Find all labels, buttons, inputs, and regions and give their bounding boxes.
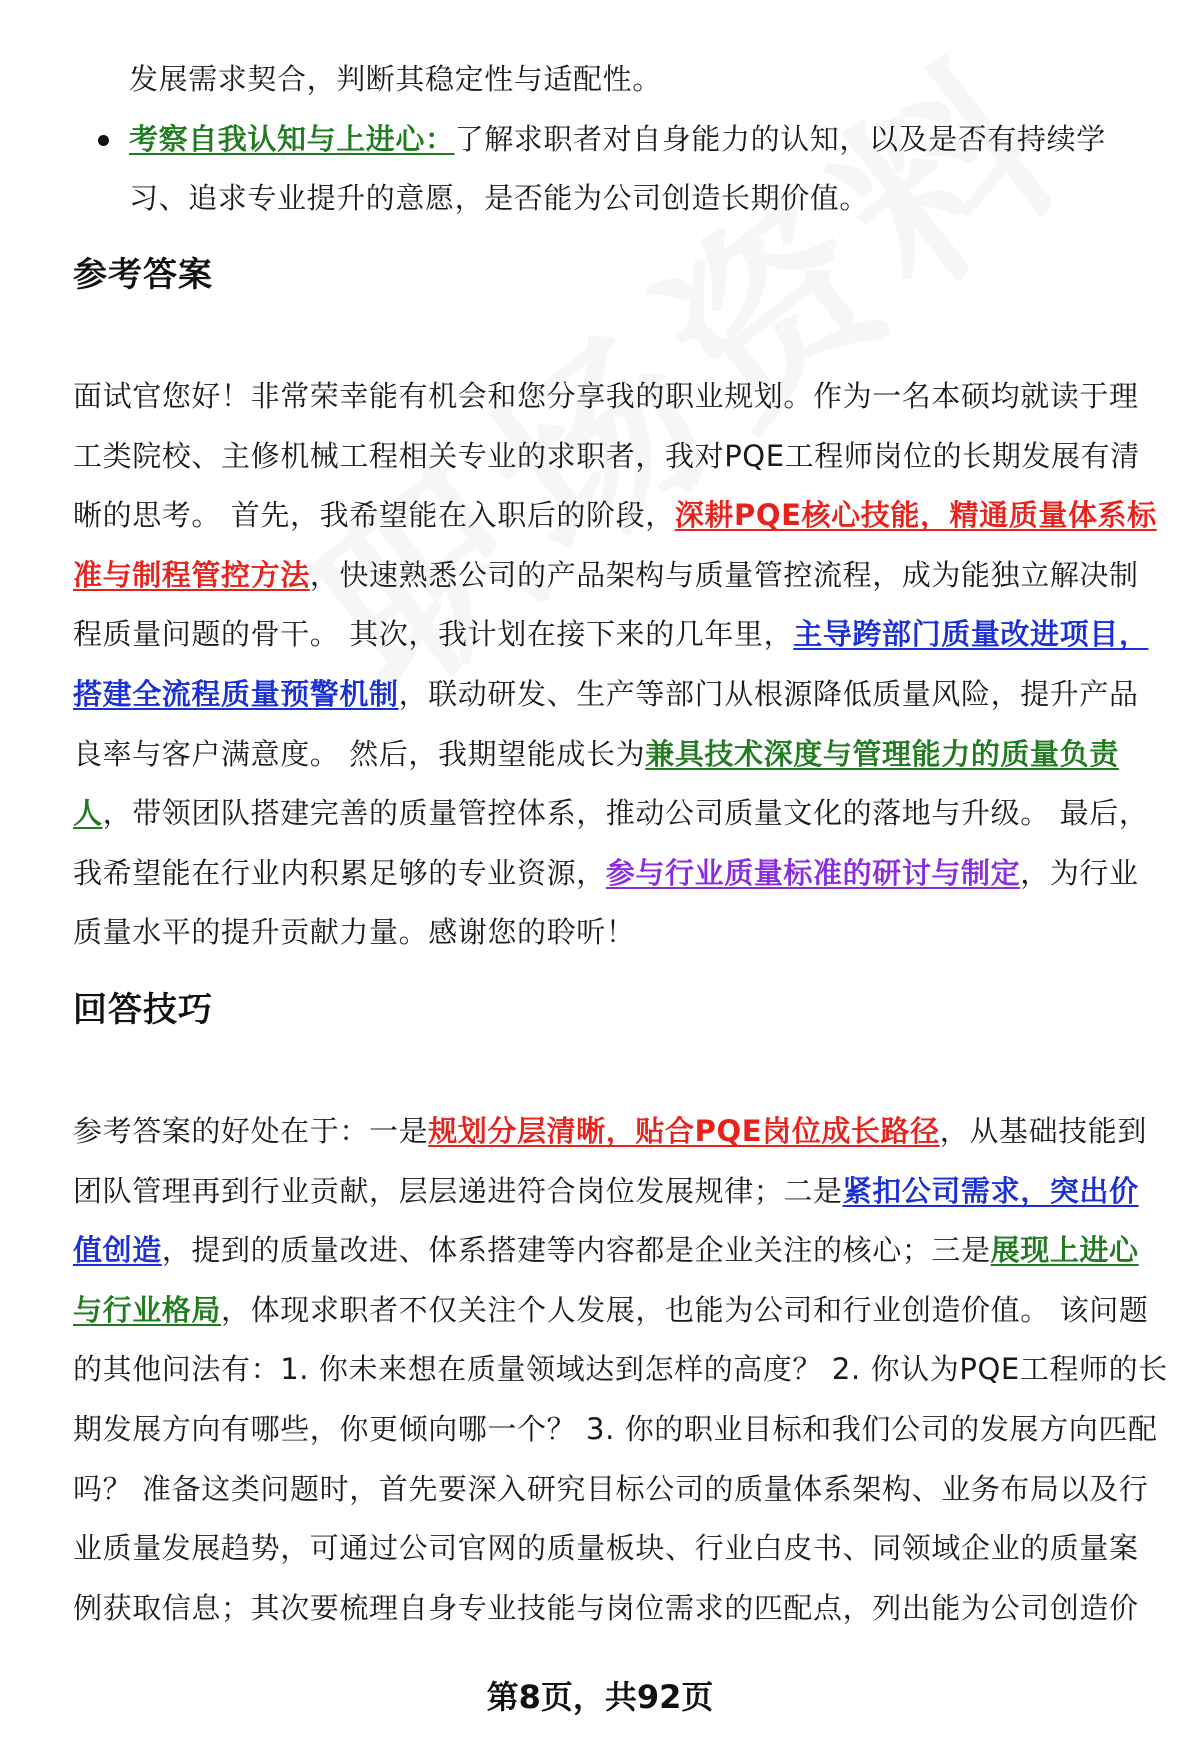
highlight-red: 规划分层清晰，贴合PQE岗位成长路径 [428,1114,940,1148]
tips-paragraph [73,1102,1168,1638]
paragraph-line [73,725,1153,785]
text-span: 晰的思考。 首先，我希望能在入职后的阶段， [73,498,675,533]
highlight-red: 准与制程管控方法 [73,557,310,592]
text-span: ，快速熟悉公司的产品架构与质量管控流程，成为能独立解决制 [309,557,1139,592]
paragraph-line: 例获取信息；其次要梳理自身专业技能与岗位需求的匹配点，列出能为公司创造价 [73,1590,1139,1625]
text-span: ，带领团队搭建完善的质量管控体系，推动公司质量文化的落地与升级。 最后， [102,796,1149,831]
paragraph-line [73,1281,1153,1341]
paragraph-line [73,546,1153,606]
paragraph-line: 工类院校、主修机械工程相关专业的求职者，我对PQE工程师岗位的长期发展有清 [73,438,1140,473]
paragraph-line: 业质量发展趋势，可通过公司官网的质量板块、行业白皮书、同领域企业的质量案 [73,1531,1139,1566]
text-span: ，体现求职者不仅关注个人发展，也能为公司和行业创造价值。 该问题 [221,1292,1149,1327]
highlight-blue: 主导跨部门质量改进项目， [793,617,1149,652]
paragraph-line [73,110,1153,170]
highlight-red: 深耕PQE核心技能，精通质量体系标 [674,498,1157,533]
bullet-item [73,110,1153,229]
paragraph-line [73,844,1153,904]
paragraph-line: 的其他问法有：1. 你未来想在质量领域达到怎样的高度？ 2. 你认为PQE工程师的长 [73,1352,1168,1387]
paragraph-line [73,784,1153,844]
highlight-green: 展现上进心 [990,1233,1139,1268]
text-span: 良率与客户满意度。 然后，我期望能成长为 [73,736,646,771]
highlight-blue: 值创造 [73,1233,162,1268]
paragraph-line [73,1221,1153,1281]
paragraph-line: 面试官您好！非常荣幸能有机会和您分享我的职业规划。作为一名本硕均就读于理 [73,379,1139,413]
text-span: 程质量问题的骨干。 其次，我计划在接下来的几年里， [73,617,794,652]
intro-continuation [73,50,1153,229]
text-span: ，为行业 [1020,855,1139,890]
text-span: 参考答案的好处在于：一是 [73,1114,429,1148]
text-span: ，提到的质量改进、体系搭建等内容都是企业关注的核心；三是 [161,1233,991,1268]
paragraph-line: 质量水平的提升贡献力量。感谢您的聆听！ [73,915,636,950]
text-span: ，联动研发、生产等部门从根源降低质量风险，提升产品 [398,676,1139,711]
paragraph-line [73,665,1153,725]
highlight-purple: 参与行业质量标准的研讨与制定 [605,855,1021,890]
text-span: ，从基础技能到 [939,1114,1147,1148]
highlight-blue: 搭建全流程质量预警机制 [73,676,399,711]
paragraph-line [73,605,1153,665]
page-number: 第8页，共92页 [486,1678,714,1716]
text-span: 团队管理再到行业贡献，层层递进符合岗位发展规律；二是 [73,1173,843,1208]
section-heading-answer: 参考答案 [73,255,213,295]
text-span: 我希望能在行业内积累足够的专业资源， [73,855,606,890]
highlight-green: 考察自我认知与上进心： [129,121,455,156]
paragraph-line: 习、追求专业提升的意愿，是否能为公司创造长期价值。 [129,181,870,216]
answer-paragraph [73,367,1157,963]
paragraph-line [73,486,1157,546]
text-span: 了解求职者对自身能力的认知，以及是否有持续学 [454,121,1106,156]
highlight-green: 人 [73,796,103,831]
highlight-blue: 紧扣公司需求，突出价 [842,1173,1139,1208]
section-heading-tips: 回答技巧 [73,990,213,1030]
highlight-green: 兼具技术深度与管理能力的质量负责 [645,736,1119,771]
highlight-green: 与行业格局 [73,1292,222,1327]
paragraph-line: 发展需求契合，判断其稳定性与适配性。 [129,62,662,96]
paragraph-line: 期发展方向有哪些，你更倾向哪一个？ 3. 你的职业目标和我们公司的发展方向匹配 [73,1411,1158,1446]
paragraph-line: 吗？ 准备这类问题时，首先要深入研究目标公司的质量体系架构、业务布局以及行 [73,1471,1149,1506]
paragraph-line [73,1102,1153,1162]
bullet-dot-icon [98,135,109,146]
paragraph-line [73,1162,1153,1222]
